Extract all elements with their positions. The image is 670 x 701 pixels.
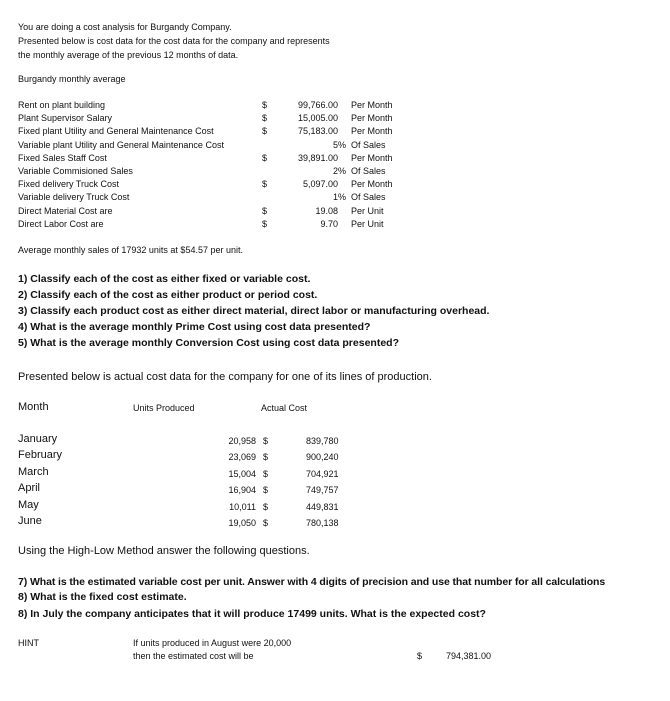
- cost-unit: Of Sales: [351, 166, 386, 176]
- intro-line-2: Presented below is cost data for the cost data for the company and represents: [18, 36, 330, 46]
- cost-label: Rent on plant building: [18, 100, 106, 110]
- row-month: May: [18, 499, 39, 511]
- cost-amount: 19.08: [315, 206, 338, 216]
- header-units-produced: Units Produced: [133, 403, 195, 413]
- hint-dollar: $: [417, 651, 423, 661]
- hint-line-2: then the estimated cost will be: [133, 651, 254, 661]
- row-units: 20,958: [228, 436, 256, 446]
- row-units: 16,904: [228, 485, 256, 495]
- cost-label: Variable delivery Truck Cost: [18, 192, 130, 202]
- row-month: January: [18, 433, 58, 445]
- row-dollar: $: [263, 436, 269, 446]
- cost-unit: Per Month: [351, 179, 393, 189]
- cost-label: Fixed Sales Staff Cost: [18, 153, 107, 163]
- question-8-july: 8) In July the company anticipates that it will produce 17499 units. What is the expected cost?: [18, 608, 486, 620]
- avg-sales-note: Average monthly sales of 17932 units at $54.57 per unit.: [18, 245, 243, 255]
- cost-unit: Per Month: [351, 113, 393, 123]
- row-cost: 780,138: [306, 518, 339, 528]
- cost-label: Variable Commisioned Sales: [18, 166, 133, 176]
- row-month: June: [18, 515, 42, 527]
- cost-amount: 2%: [332, 166, 346, 176]
- question-3: 3) Classify each product cost as either direct material, direct labor or manufacturing overhead.: [18, 305, 490, 317]
- cost-amount: 5%: [332, 140, 346, 150]
- row-dollar: $: [263, 485, 269, 495]
- header-month: Month: [18, 401, 49, 413]
- question-2: 2) Classify each of the cost as either product or period cost.: [18, 289, 318, 301]
- row-cost: 704,921: [306, 469, 339, 479]
- row-dollar: $: [263, 502, 269, 512]
- row-units: 19,050: [228, 518, 256, 528]
- cost-label: Variable plant Utility and General Maintenance Cost: [18, 140, 224, 150]
- cost-label: Direct Labor Cost are: [18, 219, 104, 229]
- row-cost: 900,240: [306, 452, 339, 462]
- actual-cost-intro: Presented below is actual cost data for the company for one of its lines of production.: [18, 371, 432, 383]
- cost-amount: 99,766.00: [297, 100, 338, 110]
- row-month: April: [18, 482, 41, 494]
- row-units: 23,069: [228, 452, 256, 462]
- row-units: 15,004: [228, 469, 256, 479]
- cost-label: Plant Supervisor Salary: [18, 113, 113, 123]
- hint-value: 794,381.00: [446, 651, 492, 661]
- intro-line-3: the monthly average of the previous 12 months of data.: [18, 50, 239, 60]
- cost-dollar: $: [262, 153, 268, 163]
- cost-amount: 1%: [332, 192, 346, 202]
- cost-dollar: $: [262, 179, 268, 189]
- row-dollar: $: [263, 518, 269, 528]
- cost-amount: 75,183.00: [297, 126, 338, 136]
- cost-unit: Per Month: [351, 100, 393, 110]
- cost-amount: 9.70: [320, 219, 338, 229]
- row-units: 10,011: [229, 502, 256, 512]
- row-cost: 839,780: [306, 436, 339, 446]
- cost-amount: 15,005.00: [297, 113, 338, 123]
- row-dollar: $: [263, 469, 269, 479]
- cost-table-title: Burgandy monthly average: [18, 74, 126, 84]
- cost-dollar: $: [262, 100, 268, 110]
- row-month: March: [18, 466, 49, 478]
- header-actual-cost: Actual Cost: [261, 403, 308, 413]
- cost-dollar: $: [262, 219, 268, 229]
- cost-label: Fixed plant Utility and General Maintenance Cost: [18, 126, 214, 136]
- row-dollar: $: [263, 452, 269, 462]
- question-1: 1) Classify each of the cost as either fixed or variable cost.: [18, 273, 311, 285]
- high-low-intro: Using the High-Low Method answer the following questions.: [18, 545, 310, 557]
- cost-unit: Per Month: [351, 153, 393, 163]
- hint-label: HINT: [18, 638, 39, 648]
- question-8-fixed-cost: 8) What is the fixed cost estimate.: [18, 591, 187, 603]
- row-month: February: [18, 449, 63, 461]
- cost-amount: 39,891.00: [297, 153, 338, 163]
- question-7: 7) What is the estimated variable cost per unit. Answer with 4 digits of precision and use that number for all calculations: [18, 576, 606, 588]
- cost-label: Fixed delivery Truck Cost: [18, 179, 120, 189]
- cost-dollar: $: [262, 206, 268, 216]
- hint-line-1: If units produced in August were 20,000: [133, 638, 292, 648]
- question-4: 4) What is the average monthly Prime Cost using cost data presented?: [18, 321, 371, 333]
- row-cost: 749,757: [306, 485, 339, 495]
- cost-label: Direct Material Cost are: [18, 206, 113, 216]
- intro-line-1: You are doing a cost analysis for Burgandy Company.: [18, 22, 232, 32]
- cost-dollar: $: [262, 126, 268, 136]
- cost-amount: 5,097.00: [302, 179, 338, 189]
- cost-unit: Per Unit: [351, 219, 384, 229]
- cost-unit: Per Month: [351, 126, 393, 136]
- question-5: 5) What is the average monthly Conversion Cost using cost data presented?: [18, 337, 399, 349]
- cost-unit: Per Unit: [351, 206, 384, 216]
- row-cost: 449,831: [306, 502, 339, 512]
- cost-dollar: $: [262, 113, 268, 123]
- cost-unit: Of Sales: [351, 140, 386, 150]
- cost-unit: Of Sales: [351, 192, 386, 202]
